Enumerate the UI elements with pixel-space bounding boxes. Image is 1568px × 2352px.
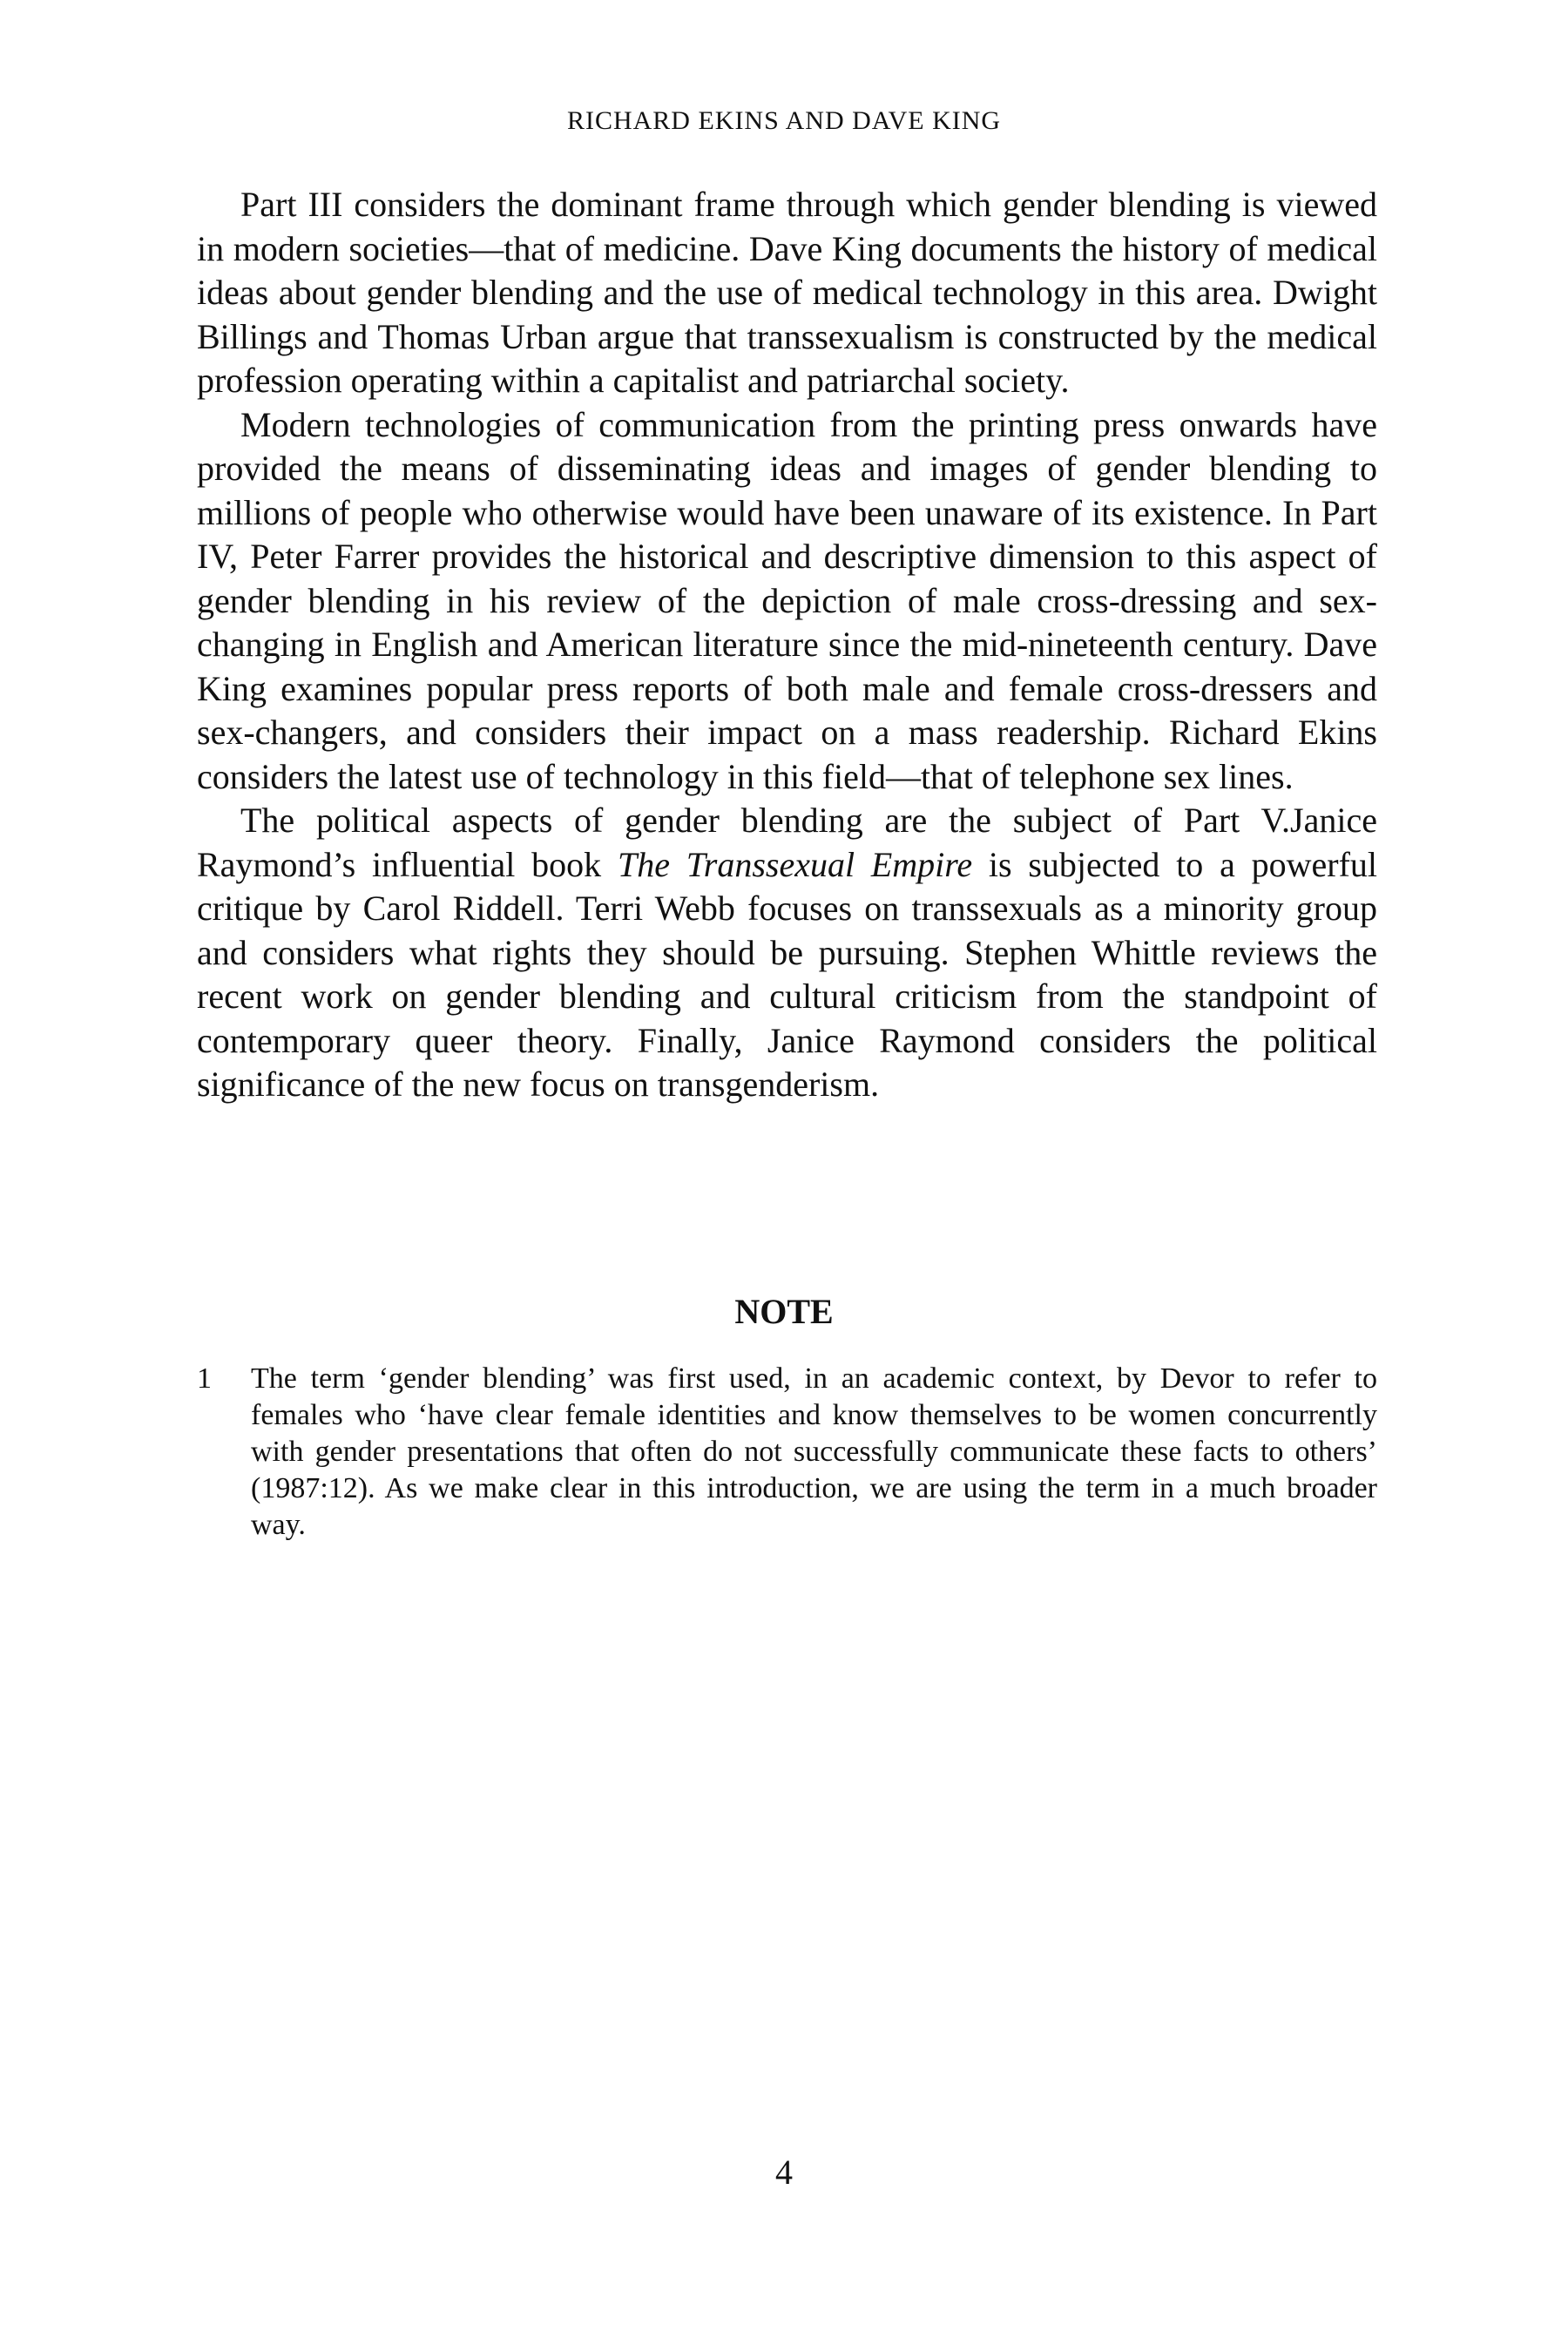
paragraph-part-v-rest: is subjected to a powerful critique by Carol Riddell. Terri Webb focuses on transsexuals as a minority group and considers what rights they should be pursuing. Stephen Whittle reviews the recent work on gender blending and cultural criticism from the standpoint of contemporary queer theory. Finally, Janice Raymond considers the political significance of the new focus on transgenderism. (197, 844, 1378, 1104)
paragraph-part-iii: Part III considers the dominant frame through which gender blending is viewed in modern societies—that of medicine. Dave King documents the history of medical ideas about gender blending and the use of medical technology in this area. Dwight Billings and Thomas Urban argue that transsexualism is constructed by the medical profession operating within a capitalist and patriarchal society. (197, 185, 1377, 400)
book-title-italic: The Transsexual Empire (617, 844, 973, 884)
page-number: 4 (775, 2153, 793, 2192)
paragraph-part-v-lead: The political aspects of gender blending are the subject of Part V.Janice Raymond’s influential book (197, 801, 1377, 884)
paragraph-part-v (197, 799, 1377, 1107)
footnote-1 (197, 1361, 1377, 1544)
footnote-number: 1 (197, 1362, 212, 1395)
body-text (197, 183, 1377, 1107)
paragraph-part-iv: Modern technologies of communication from the printing press onwards have provided the means of disseminating ideas and images of gender blending to millions of people who otherwise would have been unaware of its existence. In Part IV, Peter Farrer provides the historical and descriptive dimension to this aspect of gender blending in his review of the depiction of male cross-dressing and sex-changing in English and American literature since the mid-nineteenth century. Dave King examines popular press reports of both male and female cross-dressers and sex-changers, and considers their impact on a mass readership. Richard Ekins considers the latest use of technology in this field—that of telephone sex lines. (197, 404, 1377, 796)
running-head: RICHARD EKINS AND DAVE KING (566, 106, 1002, 135)
footnote-text: The term ‘gender blending’ was first used, in an academic context, by Devor to refer to females who ‘have clear female identities and know themselves to be women concurrently with gender presentations that often do not successfully communicate these facts to others’ (1987:12). As we make clear in this introduction, we are using the term in a much broader way. (251, 1362, 1377, 1541)
notes-heading: NOTE (734, 1292, 834, 1331)
